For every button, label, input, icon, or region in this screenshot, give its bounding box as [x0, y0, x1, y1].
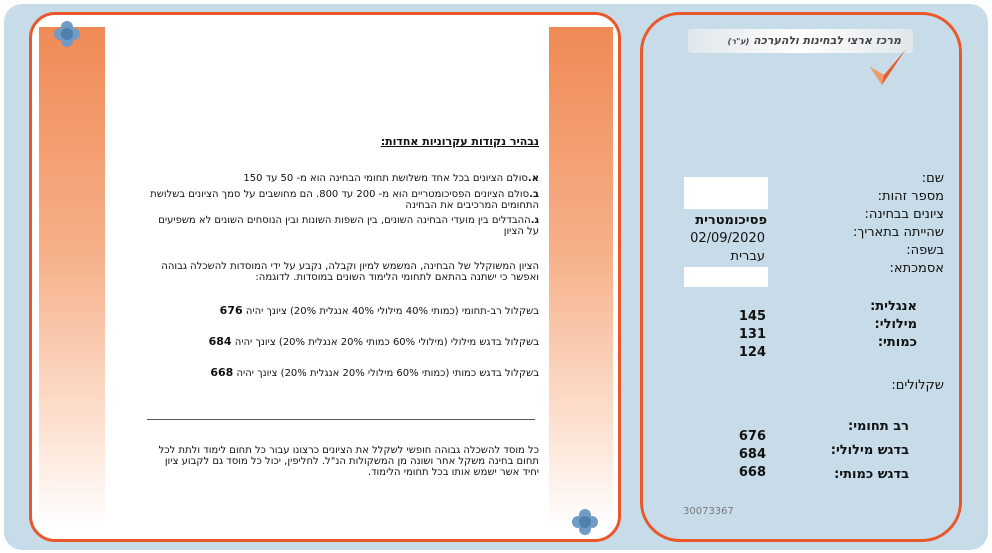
checkmark-icon	[868, 47, 908, 91]
label-test-scores: ציונים בבחינה:	[864, 207, 944, 222]
score-quant: 124	[738, 345, 766, 360]
decorative-band-right	[549, 27, 613, 527]
label-id: מספר זהות:	[877, 189, 944, 204]
label-name: שם:	[921, 171, 944, 186]
doc-title: נבהיר נקודות עקרוניות אחדות:	[380, 135, 539, 148]
label-english: אנגלית:	[870, 299, 917, 314]
point-b: ב.סולם הציונים הפסיכומטריים הוא מ- 200 עד 800. הם מחושבים על סמך הציונים בשלושת התחומים המרכיבים את הבחינה	[150, 189, 539, 211]
label-test-date: שהייתה בתאריך:	[852, 225, 944, 240]
label-language: בשפה:	[906, 243, 944, 258]
score-verbal-emphasis: 684	[738, 447, 766, 462]
reference-code: 30073367	[683, 506, 734, 517]
value-test-date: 02/09/2020	[690, 231, 765, 246]
score-english: 145	[738, 309, 766, 324]
redacted-reference	[684, 267, 768, 287]
example-verbal: בשקלול בדגש מילולי (מילולי 60% כמותי 20% אנגלית 20%) ציונך יהיה 684	[208, 335, 539, 348]
redacted-name-id	[684, 177, 768, 209]
example-quant: בשקלול בדגש כמותי (כמותי 60% מילולי 20% אנגלית 20%) ציונך יהיה 668	[210, 366, 539, 379]
institution-banner: מרכז ארצי לבחינות ולהערכה (ע"ר)	[688, 29, 913, 53]
score-verbal: 131	[738, 327, 766, 342]
label-weightings: שקלולים:	[891, 378, 944, 393]
example-multi: בשקלול רב-תחומי (כמותי 40% מילולי 40% אנגלית 20%) ציונך יהיה 676	[219, 304, 539, 317]
score-card	[640, 12, 962, 542]
label-multi-domain: רב תחומי:	[848, 419, 909, 434]
label-verbal: מילולי:	[874, 317, 917, 332]
value-language: עברית	[730, 249, 765, 264]
decorative-band-left	[39, 27, 105, 527]
label-quant: כמותי:	[877, 335, 917, 350]
label-quant-emphasis: בדגש כמותי:	[834, 467, 909, 482]
label-verbal-emphasis: בדגש מילולי:	[830, 443, 909, 458]
explanation-panel	[29, 12, 621, 542]
score-multi-domain: 676	[738, 429, 766, 444]
point-a: א.סולם הציונים בכל אחד משלושת תחומי הבחינה הוא מ- 50 עד 150	[243, 173, 539, 184]
divider-line	[147, 419, 535, 420]
point-c: ג.ההבדלים בין מועדי הבחינה השונים, בין השפות השונות ובין הנוסחים השונים לא משפיעים על הציון	[158, 215, 539, 237]
score-quant-emphasis: 668	[738, 465, 766, 480]
closing-text: כל מוסד להשכלה גבוהה חופשי לשקלל את הציונים כרצונו עבור כל תחום לימוד ולתת לכל תחום בחינה משקל אחר ושונה מן המשקולות הנ"ל. לחליפין, יכול כל מוסד גם לקבוע ציון יחיד אשר ישמש אותו בכל תחומי הלימוד.	[158, 445, 539, 478]
label-reference: אסמכתא:	[889, 261, 944, 276]
flower-icon	[572, 509, 598, 535]
flower-icon	[54, 21, 80, 47]
value-test-type: פסיכומטרית	[695, 213, 767, 228]
weighted-intro: הציון המשוקלל של הבחינה, המשמש למיון וקבלה, נקבע על ידי המוסדות להשכלה גבוהה ואפשר כי ישתנה בהתאם לתחומי הלימוד השונים במוסדות. לדוגמה:	[161, 261, 539, 283]
